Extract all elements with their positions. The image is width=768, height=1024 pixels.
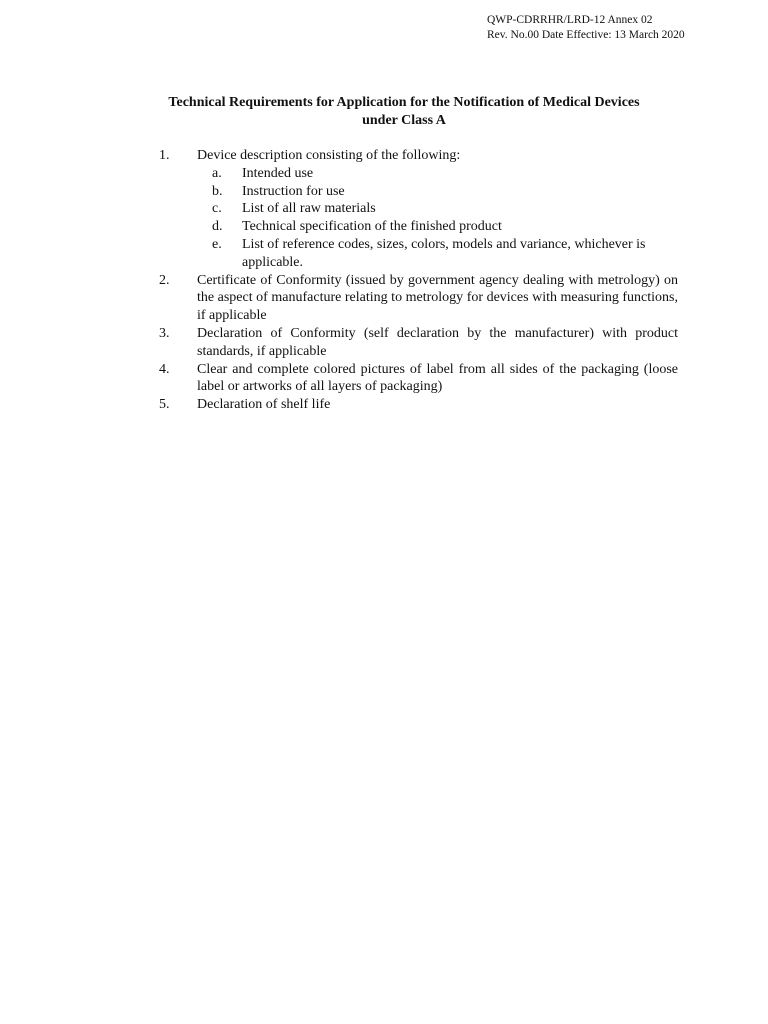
item-number: 2. [159,272,170,288]
title-line-1: Technical Requirements for Application for the Notification of Medical Devices [168,95,640,110]
revision-line: Rev. No.00 Date Effective: 13 March 2020 [487,28,685,41]
list-item-2 [150,272,678,325]
sub-item-text: Technical specification of the finished product [242,219,502,235]
item-number: 4. [159,361,170,377]
sub-item-text: Instruction for use [242,183,345,199]
item-text: Certificate of Conformity (issued by government agency dealing with metrology) on the aspect of manufacture relating to metrology for devices with measuring functions, if applicable [197,272,678,324]
sub-item-b [197,183,678,201]
sub-item-letter: a. [212,165,222,181]
sub-item-letter: b. [212,183,223,199]
sub-item-a [197,165,678,183]
list-item-5 [150,396,678,414]
sub-item-letter: e. [212,236,222,252]
sub-item-d [197,218,678,236]
item-text: Declaration of shelf life [197,397,331,413]
sub-item-text: List of all raw materials [242,201,376,217]
sub-item-letter: c. [212,201,222,217]
sub-item-e [197,236,678,272]
sub-item-text: Intended use [242,165,314,181]
list-item-4 [150,361,678,397]
item-number: 5. [159,397,170,413]
item-text: Clear and complete colored pictures of label from all sides of the packaging (loose label or artworks of all layers of packaging) [197,361,678,395]
item-number: 1. [159,148,170,163]
item-text: Device description consisting of the following: [197,148,461,163]
sub-item-letter: d. [212,219,223,235]
document-header [487,13,685,42]
requirements-list [150,147,678,414]
item-text: Declaration of Conformity (self declaration by the manufacturer) with product standards, if applicable [197,325,678,359]
title-line-2: under Class A [362,113,446,128]
document-code: QWP-CDRRHR/LRD-12 Annex 02 [487,14,653,26]
sub-item-text: List of reference codes, sizes, colors, models and variance, whichever is applicable. [242,236,646,270]
sub-item-c [197,200,678,218]
document-title [120,94,688,130]
device-description-sublist [197,165,678,272]
list-item-1 [150,147,678,272]
item-number: 3. [159,325,170,341]
list-item-3 [150,325,678,361]
